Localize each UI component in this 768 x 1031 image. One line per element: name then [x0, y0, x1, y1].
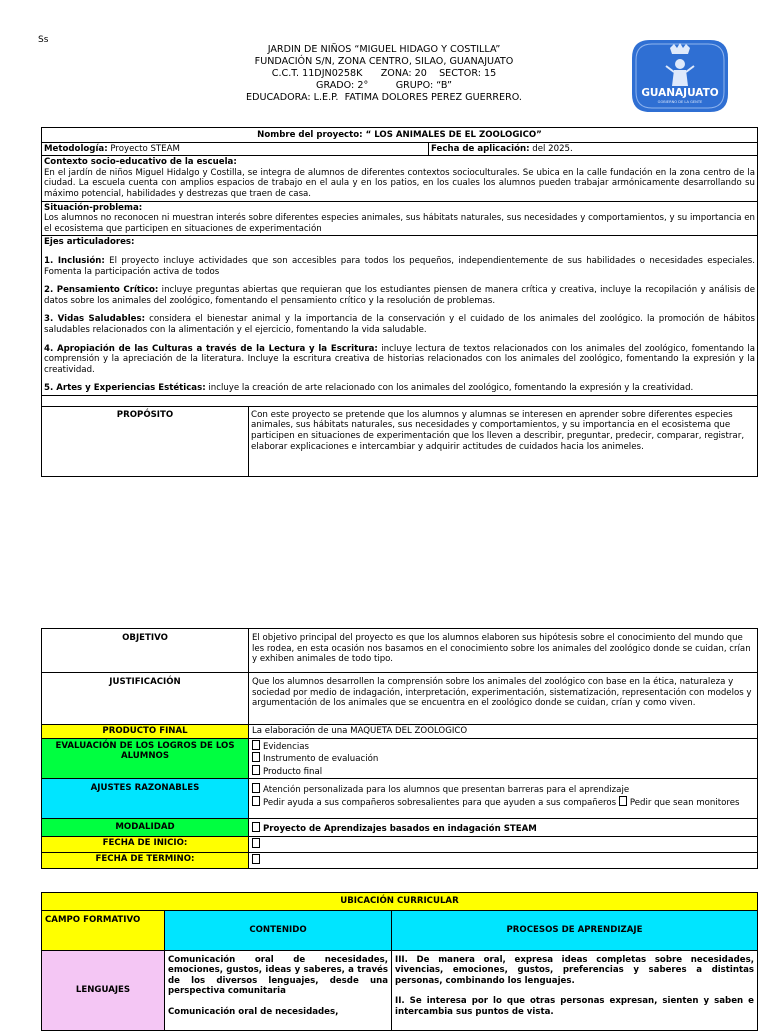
ejes-cell: [42, 236, 758, 396]
logo-text: GUANAJUATO: [641, 87, 719, 99]
empty-row: [42, 395, 758, 406]
start-date-label: FECHA DE INICIO:: [42, 837, 249, 853]
end-date-value: [249, 852, 758, 868]
checkbox-icon: [252, 854, 260, 864]
adjustments-label: AJUSTES RAZONABLES: [42, 779, 249, 819]
evaluation-item: Evidencias: [252, 740, 754, 753]
content-cell: [165, 951, 392, 1031]
school-codes: C.C.T. 11DJN0258K ZONA: 20 SECTOR: 15: [271, 68, 497, 79]
process-header: PROCESOS DE APRENDIZAJE: [392, 911, 758, 951]
ejes-label: Ejes articuladores:: [44, 237, 135, 248]
project-details-table: [41, 628, 758, 869]
methodology-value: Proyecto STEAM: [107, 143, 180, 154]
checkbox-icon: [252, 765, 260, 775]
eje-item: 5. Artes y Experiencias Estéticas: incluye la creación de arte relacionado con los animales del zoológico, fomentando la expresión y la creatividad.: [44, 383, 694, 394]
problem-cell: [42, 201, 758, 236]
start-date-value: [249, 837, 758, 853]
justification-text: Que los alumnos desarrollen la comprensión sobre los animales del zoológico con base en la ética, naturaleza y sociedad por medio de indagación, interpretación, experimentación, sistematización, representación con modelos y argumentación de los animales que se encuentra en el zoológico donde se cuidan, crían y como viven.: [249, 673, 758, 725]
adjustments-list: Atención personalizada para los alumnos que presentan barreras para el aprendizaje Pedir ayuda a sus compañeros sobresalientes para que ayuden a sus compañeros Pedir que sean monitores: [249, 779, 758, 819]
context-text: En el jardín de niños Miguel Hidalgo y Costilla, se integra de alumnos de diferentes contextos socioculturales. Se ubica en la calle fundación en la zona centro de la ciudad. La escuela cuenta con amplios espacios de trabajo en el aula y en los patios, en los cuales los alumnos pueden trabajar armónicamente desarrollando su máximo potencial, habilidades y destrezas que traen de casa.: [44, 167, 755, 199]
curricular-table: [41, 892, 758, 1031]
evaluation-item: Instrumento de evaluación: [252, 752, 754, 765]
project-name-cell: [42, 128, 758, 143]
evaluation-list: [249, 738, 758, 779]
application-date-cell: [429, 142, 758, 156]
problem-label: Situación-problema:: [44, 202, 143, 213]
objective-label: OBJETIVO: [42, 629, 249, 673]
logo-subtext: GOBIERNO DE LA GENTE: [657, 100, 703, 104]
checkbox-icon: [252, 783, 260, 793]
modality-value: Proyecto de Aprendizajes basados en indagación STEAM: [249, 819, 758, 837]
content-header: CONTENIDO: [165, 911, 392, 951]
justification-label: JUSTIFICACIÓN: [42, 673, 249, 725]
evaluation-item: Producto final: [252, 765, 754, 778]
checkbox-icon: [252, 838, 260, 848]
field-header: CAMPO FORMATIVO: [42, 911, 165, 951]
school-grade: GRADO: 2° GRUPO: “B”: [316, 80, 452, 91]
content-text: Comunicación oral de necesidades,: [168, 1006, 339, 1017]
problem-text: Los alumnos no reconocen ni muestran interés sobre diferentes especies animales, sus hábitats naturales, sus necesidades y comportamientos, y su importancia en el ecosistema que participen en situaciones de experimentación: [44, 213, 755, 234]
final-product-label: PRODUCTO FINAL: [42, 725, 249, 739]
modality-label: MODALIDAD: [42, 819, 249, 837]
project-info-table: [41, 127, 758, 477]
purpose-label: PROPÓSITO: [42, 406, 249, 476]
checkbox-icon: [252, 740, 260, 750]
process-text: II. Se interesa por lo que otras personas expresan, sienten y saben e intercambia sus puntos de vista.: [395, 996, 754, 1017]
context-cell: [42, 156, 758, 201]
project-name-value: “ LOS ANIMALES DE EL ZOOLOGICO”: [362, 130, 542, 140]
eje-item: 3. Vidas Saludables: considera el bienestar animal y la importancia de la conservación y el cuidado de los animales del zoológico. la promoción de hábitos saludables relacionados con la alimentación y el ejercicio, fomentando la vida saludable.: [44, 314, 755, 335]
process-text: III. De manera oral, expresa ideas completas sobre necesidades, vivencias, emociones, gustos, preferencias y saberes a distintas personas, combinando los lenguajes.: [395, 955, 754, 986]
checkbox-icon: [252, 752, 260, 762]
methodology-label: Metodología:: [44, 143, 108, 154]
eje-item: 4. Apropiación de las Culturas a través de la Lectura y la Escritura: incluye lectura de textos relacionados con los animales del zoológico, fomentando la comprensión y la apreciación de la literatura. Incluye la escritura creativa de historias relacionados con los animales del zoológico, fomentando la expresión y la creatividad.: [44, 343, 755, 375]
guanajuato-logo: [630, 36, 730, 116]
final-product-text: La elaboración de una MAQUETA DEL ZOOLOGICO: [249, 725, 758, 739]
objective-text: El objetivo principal del proyecto es que los alumnos elaboren sus hipótesis sobre el conocimiento del mundo que les rodea, en esta ocasión nos basamos en el conocimiento sobre los animales del zoológico donde se cuidan, crían y exhiben animales de todo tipo.: [249, 629, 758, 673]
eje-item: 1. Inclusión: El proyecto incluye actividades que son accesibles para todos los pequeños, independientemente de sus habilidades o necesidades especiales. Fomenta la participación activa de todos: [44, 255, 756, 277]
context-label: Contexto socio-educativo de la escuela:: [44, 157, 237, 168]
checkbox-icon: [252, 822, 260, 832]
project-name-label: Nombre del proyecto:: [257, 130, 363, 140]
school-address: FUNDACIÓN S/N, ZONA CENTRO, SILAO, GUANAJUATO: [254, 56, 514, 67]
corner-mark: Ss: [38, 35, 49, 45]
school-teacher: EDUCADORA: L.E.P. FATIMA DOLORES PEREZ GUERRERO.: [246, 92, 522, 103]
school-name: JARDIN DE NIÑOS “MIGUEL HIDAGO Y COSTILLA”: [267, 44, 501, 55]
school-header: [170, 44, 598, 104]
application-date-label: Fecha de aplicación:: [431, 143, 530, 154]
checkbox-icon: [252, 796, 260, 806]
content-text: Comunicación oral de necesidades, emociones, gustos, ideas y saberes, a través de los diversos lenguajes, desde una perspectiva comunitaria: [168, 955, 388, 997]
curricular-title: UBICACIÓN CURRICULAR: [42, 893, 758, 911]
end-date-label: FECHA DE TERMINO:: [42, 852, 249, 868]
methodology-cell: [42, 142, 429, 156]
purpose-text: Con este proyecto se pretende que los alumnos y alumnas se interesen en aprender sobre diferentes especies animales, sus hábitats naturales, sus necesidades y comportamientos, y su importancia en el ecosistema que participen en situaciones de experimentación que los lleven a describir, preguntar, predecir, comparar, registrar, elaborar explicaciones e intercambiar y adquirir actitudes de cuidados hacia los animeles.: [249, 406, 758, 476]
application-date-value: del 2025.: [529, 143, 573, 154]
process-cell: [392, 951, 758, 1031]
checkbox-icon: [619, 796, 627, 806]
evaluation-label: EVALUACIÓN DE LOS LOGROS DE LOS ALUMNOS: [42, 738, 249, 779]
eje-item: 2. Pensamiento Crítico: incluye preguntas abiertas que requieran que los estudiantes piensen de manera crítica y creativa, incluye la recopilación y análisis de datos sobre los animales del zoológico, fomentando el pensamiento crítico y la resolución de problemas.: [44, 285, 755, 306]
field-value: LENGUAJES: [42, 951, 165, 1031]
